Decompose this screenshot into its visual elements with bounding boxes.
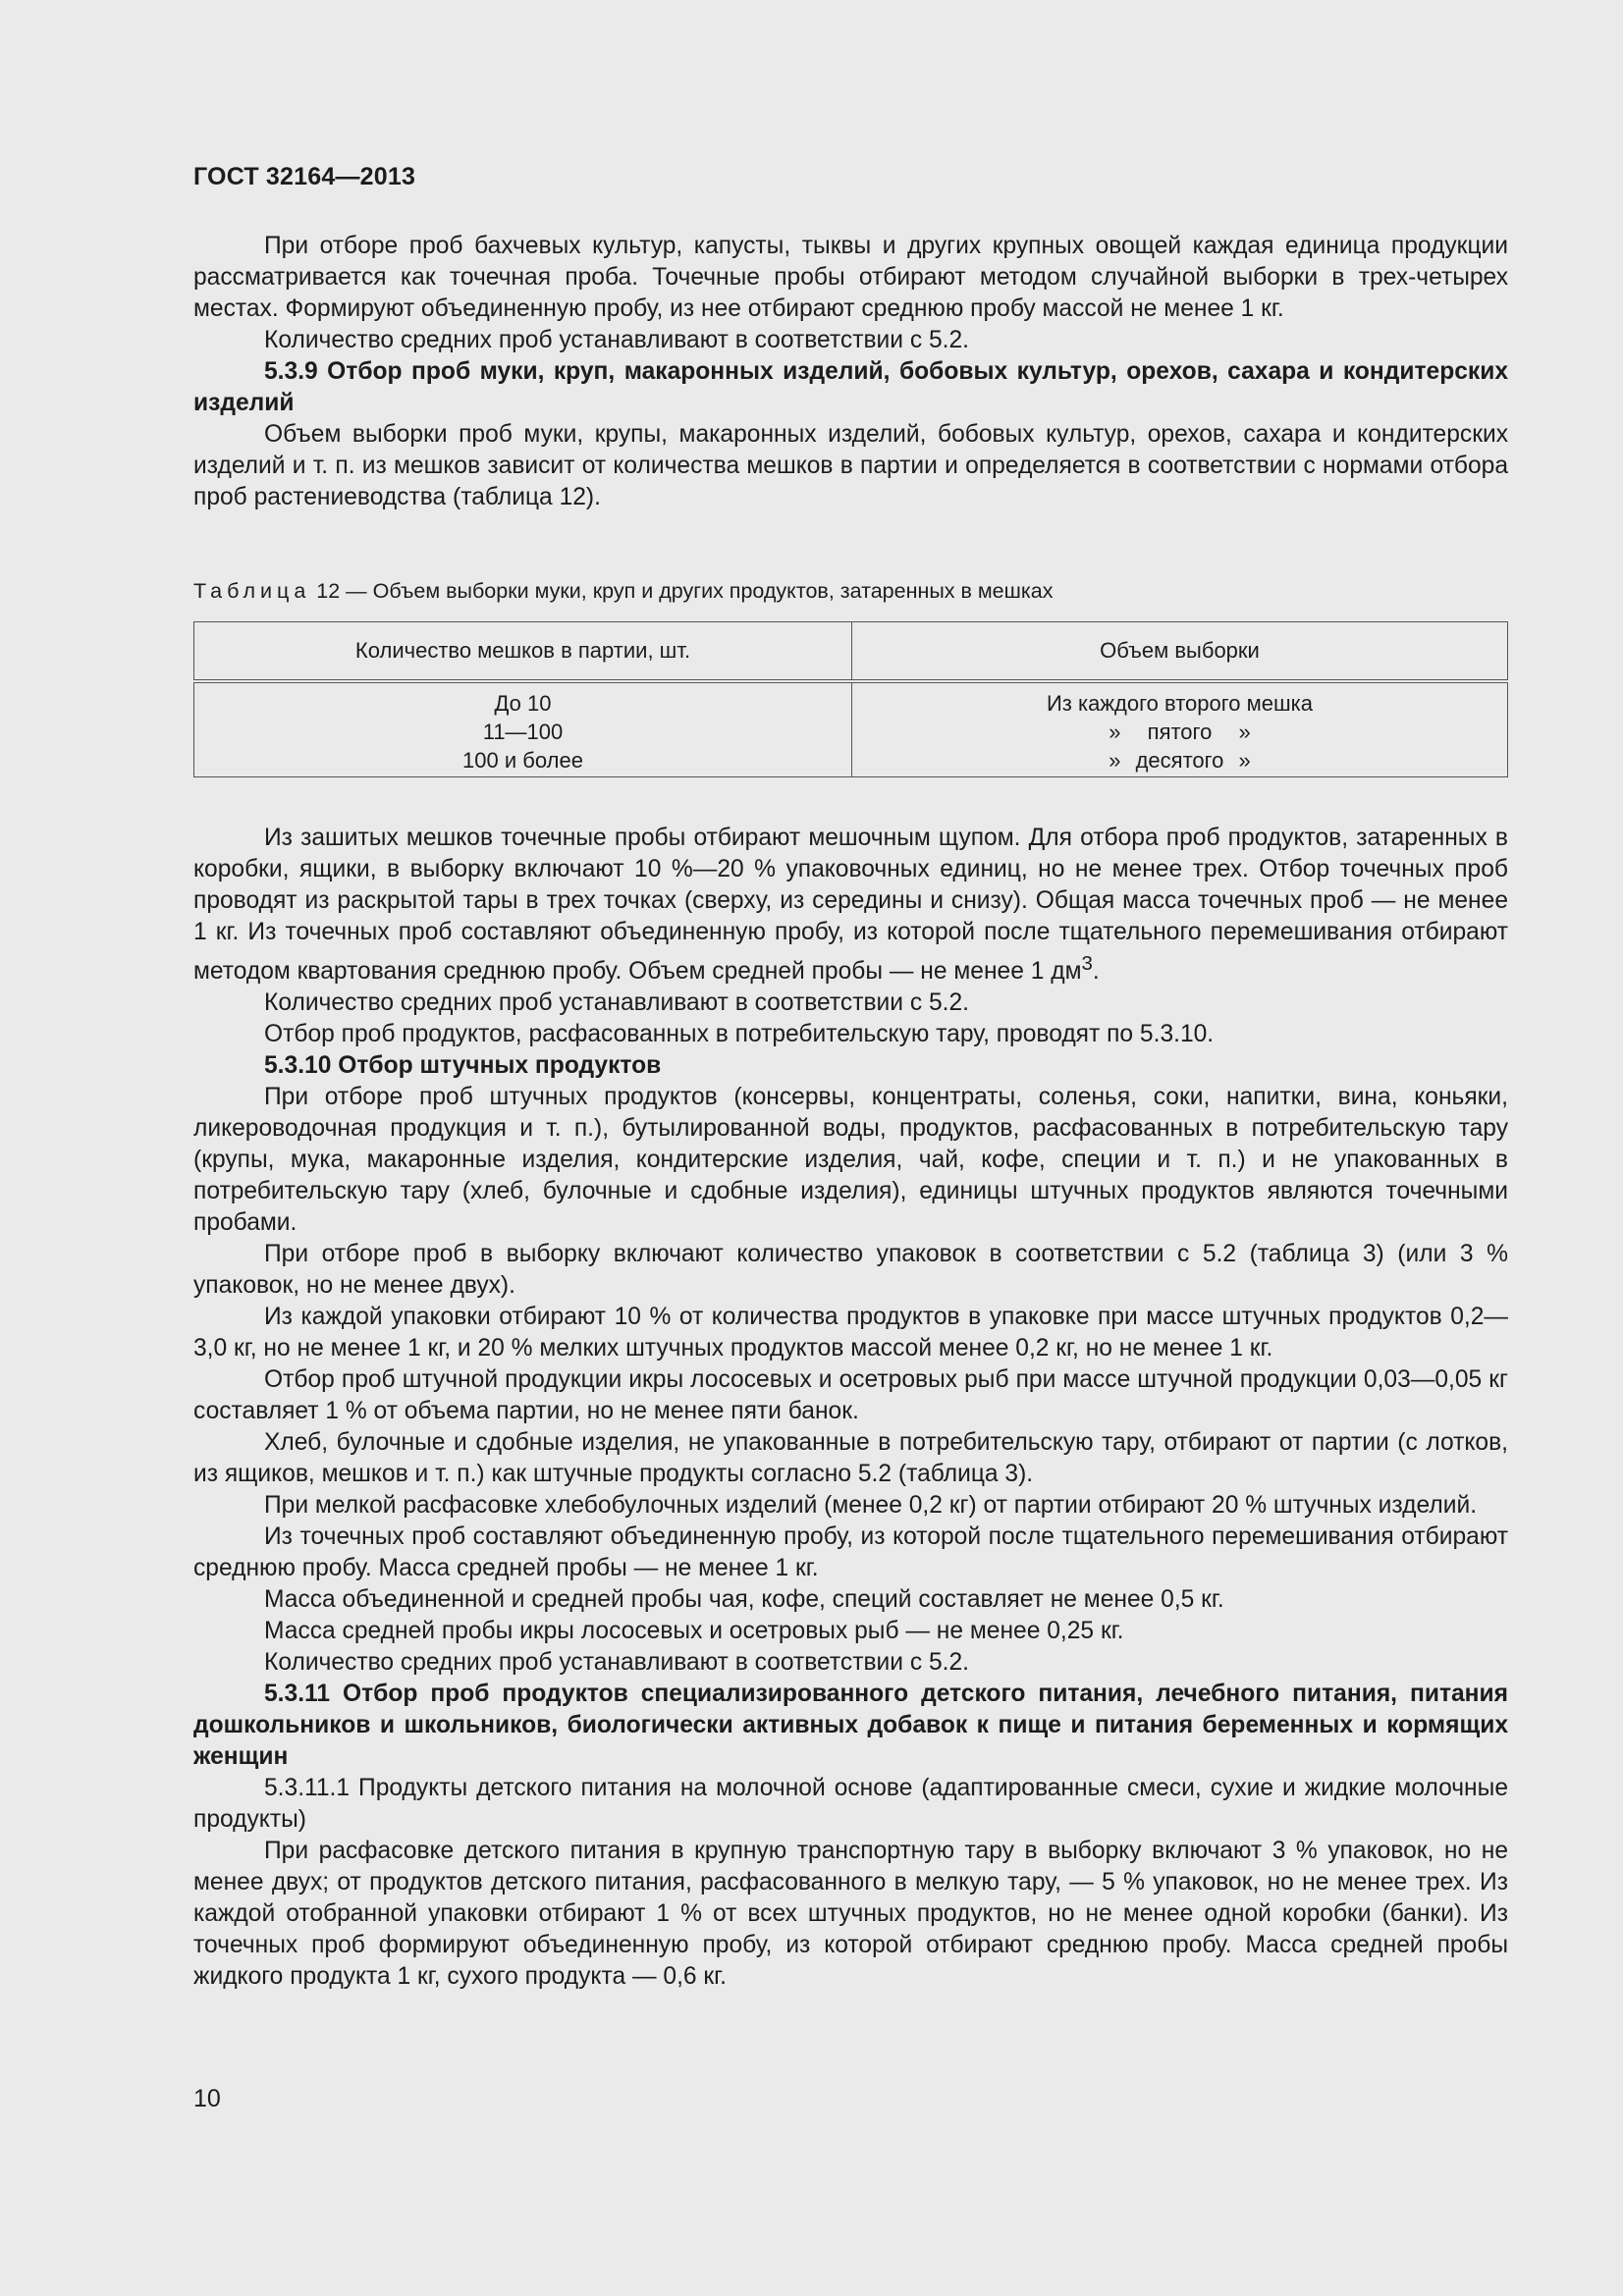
table-cell-sample-volumes	[852, 681, 1508, 777]
superscript: 3	[1081, 952, 1093, 975]
ditto-mark: »	[1238, 748, 1251, 773]
paragraph: Из точечных проб составляют объединенную пробу, из которой после тщательного перемешивания отбирают среднюю пробу. Масса средней пробы — не менее 1 кг.	[193, 1523, 1508, 1582]
ditto-mark: »	[1109, 720, 1121, 744]
page-number: 10	[193, 2085, 221, 2112]
table-header-sample-volume: Объем выборки	[852, 622, 1508, 682]
paragraph-end: .	[1092, 958, 1100, 986]
paragraph: При отборе проб в выборку включают количество упаковок в соответствии с 5.2 (таблица 3) (или 3 % упаковок, но не менее двух).	[193, 1241, 1508, 1300]
section-heading: 5.3.11 Отбор проб продуктов специализированного детского питания, лечебного питания, питания дошкольников и школьников, биологически активных добавок к пище и питания беременных и кормящих женщин	[193, 1681, 1508, 1771]
table-caption-text: 12 — Объем выборки муки, круп и других продуктов, затаренных в мешках	[310, 579, 1054, 603]
paragraph: Отбор проб штучной продукции икры лососевых и осетровых рыб при массе штучной продукции 0,03—0,05 кг составляет 1 % от объема партии, но не менее пяти банок.	[193, 1366, 1508, 1425]
main-text-block	[193, 823, 1508, 1993]
table-value-row	[852, 746, 1507, 774]
table-value: десятого	[1135, 748, 1224, 773]
table-value: До 10	[494, 691, 552, 716]
paragraph: Количество средних проб устанавливают в соответствии с 5.2.	[264, 1649, 969, 1677]
paragraph: При отборе проб штучных продуктов (консервы, концентраты, соленья, соки, напитки, вина, коньяки, ликероводочная продукция и т. п.), бутылированной воды, продуктов, расфасованных в потребительскую тару (крупы, мука, макаронные изделия, кондитерские изделия, чай, кофе, специи и т. п.) и не упакованных в потребительскую тару (хлеб, булочные и сдобные изделия), единицы штучных продуктов являются точечными пробами.	[193, 1084, 1508, 1237]
subsection-heading: 5.3.11.1 Продукты детского питания на молочной основе (адаптированные смеси, сухие и жидкие молочные продукты)	[193, 1775, 1508, 1834]
ditto-mark: »	[1109, 748, 1121, 773]
section-heading: 5.3.10 Отбор штучных продуктов	[264, 1052, 662, 1080]
paragraph: Из каждой упаковки отбирают 10 % от количества продуктов в упаковке при массе штучных продуктов 0,2—3,0 кг, но не менее 1 кг, и 20 % мелких штучных продуктов массой менее 0,2 кг, но не менее 1 кг.	[193, 1304, 1508, 1362]
table-value: Из каждого второго мешка	[1046, 691, 1313, 716]
ditto-mark: »	[1238, 720, 1251, 744]
table-caption	[193, 579, 1053, 604]
paragraph: Количество средних проб устанавливают в соответствии с 5.2.	[264, 327, 969, 353]
document-header: ГОСТ 32164—2013	[193, 163, 416, 190]
paragraph: Объем выборки проб муки, крупы, макаронных изделий, бобовых культур, орехов, сахара и кондитерских изделий и т. п. из мешков зависит от количества мешков в партии и определяется в соответствии с нормами отбора проб растениеводства (таблица 12).	[193, 421, 1508, 510]
paragraph: При мелкой расфасовке хлебобулочных изделий (менее 0,2 кг) от партии отбирают 20 % штучных изделий.	[264, 1492, 1478, 1520]
table-value: 100 и более	[462, 748, 583, 773]
paragraph: Отбор проб продуктов, расфасованных в потребительскую тару, проводят по 5.3.10.	[264, 1021, 1215, 1048]
table-value: 11—100	[482, 720, 564, 744]
paragraph: При отборе проб бахчевых культур, капусты, тыквы и других крупных овощей каждая единица продукции рассматривается как точечная проба. Точечные пробы отбирают методом случайной выборки в трех-четырех местах. Формируют объединенную пробу, из нее отбирают среднюю пробу массой не менее 1 кг.	[193, 233, 1508, 322]
paragraph-text: Из зашитых мешков точечные пробы отбирают мешочным щупом. Для отбора проб продуктов, затаренных в коробки, ящики, в выборку включают 10 %—20 % упаковочных единиц, но не менее трех. Отбор точечных проб проводят из раскрытой тары в трех точках (сверху, из середины и снизу). Общая масса точечных проб — не менее 1 кг. Из точечных проб составляют объединенную пробу, из которой после тщательного перемешивания отбирают методом квартования среднюю пробу. Объем средней пробы — не менее 1 дм	[193, 825, 1508, 986]
table-header-bags: Количество мешков в партии, шт.	[194, 622, 852, 682]
paragraph	[193, 823, 1508, 988]
paragraph: Хлеб, булочные и сдобные изделия, не упакованные в потребительскую тару, отбирают от партии (с лотков, из ящиков, мешков и т. п.) как штучные продукты согласно 5.2 (таблица 3).	[193, 1429, 1508, 1488]
table-value-row	[852, 718, 1507, 746]
section-heading: 5.3.9 Отбор проб муки, круп, макаронных изделий, бобовых культур, орехов, сахара и кондитерских изделий	[193, 358, 1508, 416]
paragraph: Количество средних проб устанавливают в соответствии с 5.2.	[264, 989, 969, 1017]
table-value: пятого	[1147, 720, 1213, 744]
top-text-block	[193, 231, 1508, 513]
paragraph: Масса средней пробы икры лососевых и осетровых рыб — не менее 0,25 кг.	[264, 1618, 1124, 1645]
sampling-table	[193, 621, 1508, 777]
paragraph: При расфасовке детского питания в крупную транспортную тару в выборку включают 3 % упаковок, но не менее двух; от продуктов детского питания, расфасованного в мелкую тару, — 5 % упаковок, но не менее трех. Из каждой отобранной упаковки отбирают 1 % от всех штучных продуктов, но не менее одной коробки (банки). Из точечных проб формируют объединенную пробу, из которой отбирают среднюю пробу. Масса средней пробы жидкого продукта 1 кг, сухого продукта — 0,6 кг.	[193, 1838, 1508, 1991]
table-caption-label: Таблица	[193, 579, 311, 603]
table-cell-bag-counts	[194, 681, 852, 777]
paragraph: Масса объединенной и средней пробы чая, кофе, специй составляет не менее 0,5 кг.	[264, 1586, 1224, 1614]
